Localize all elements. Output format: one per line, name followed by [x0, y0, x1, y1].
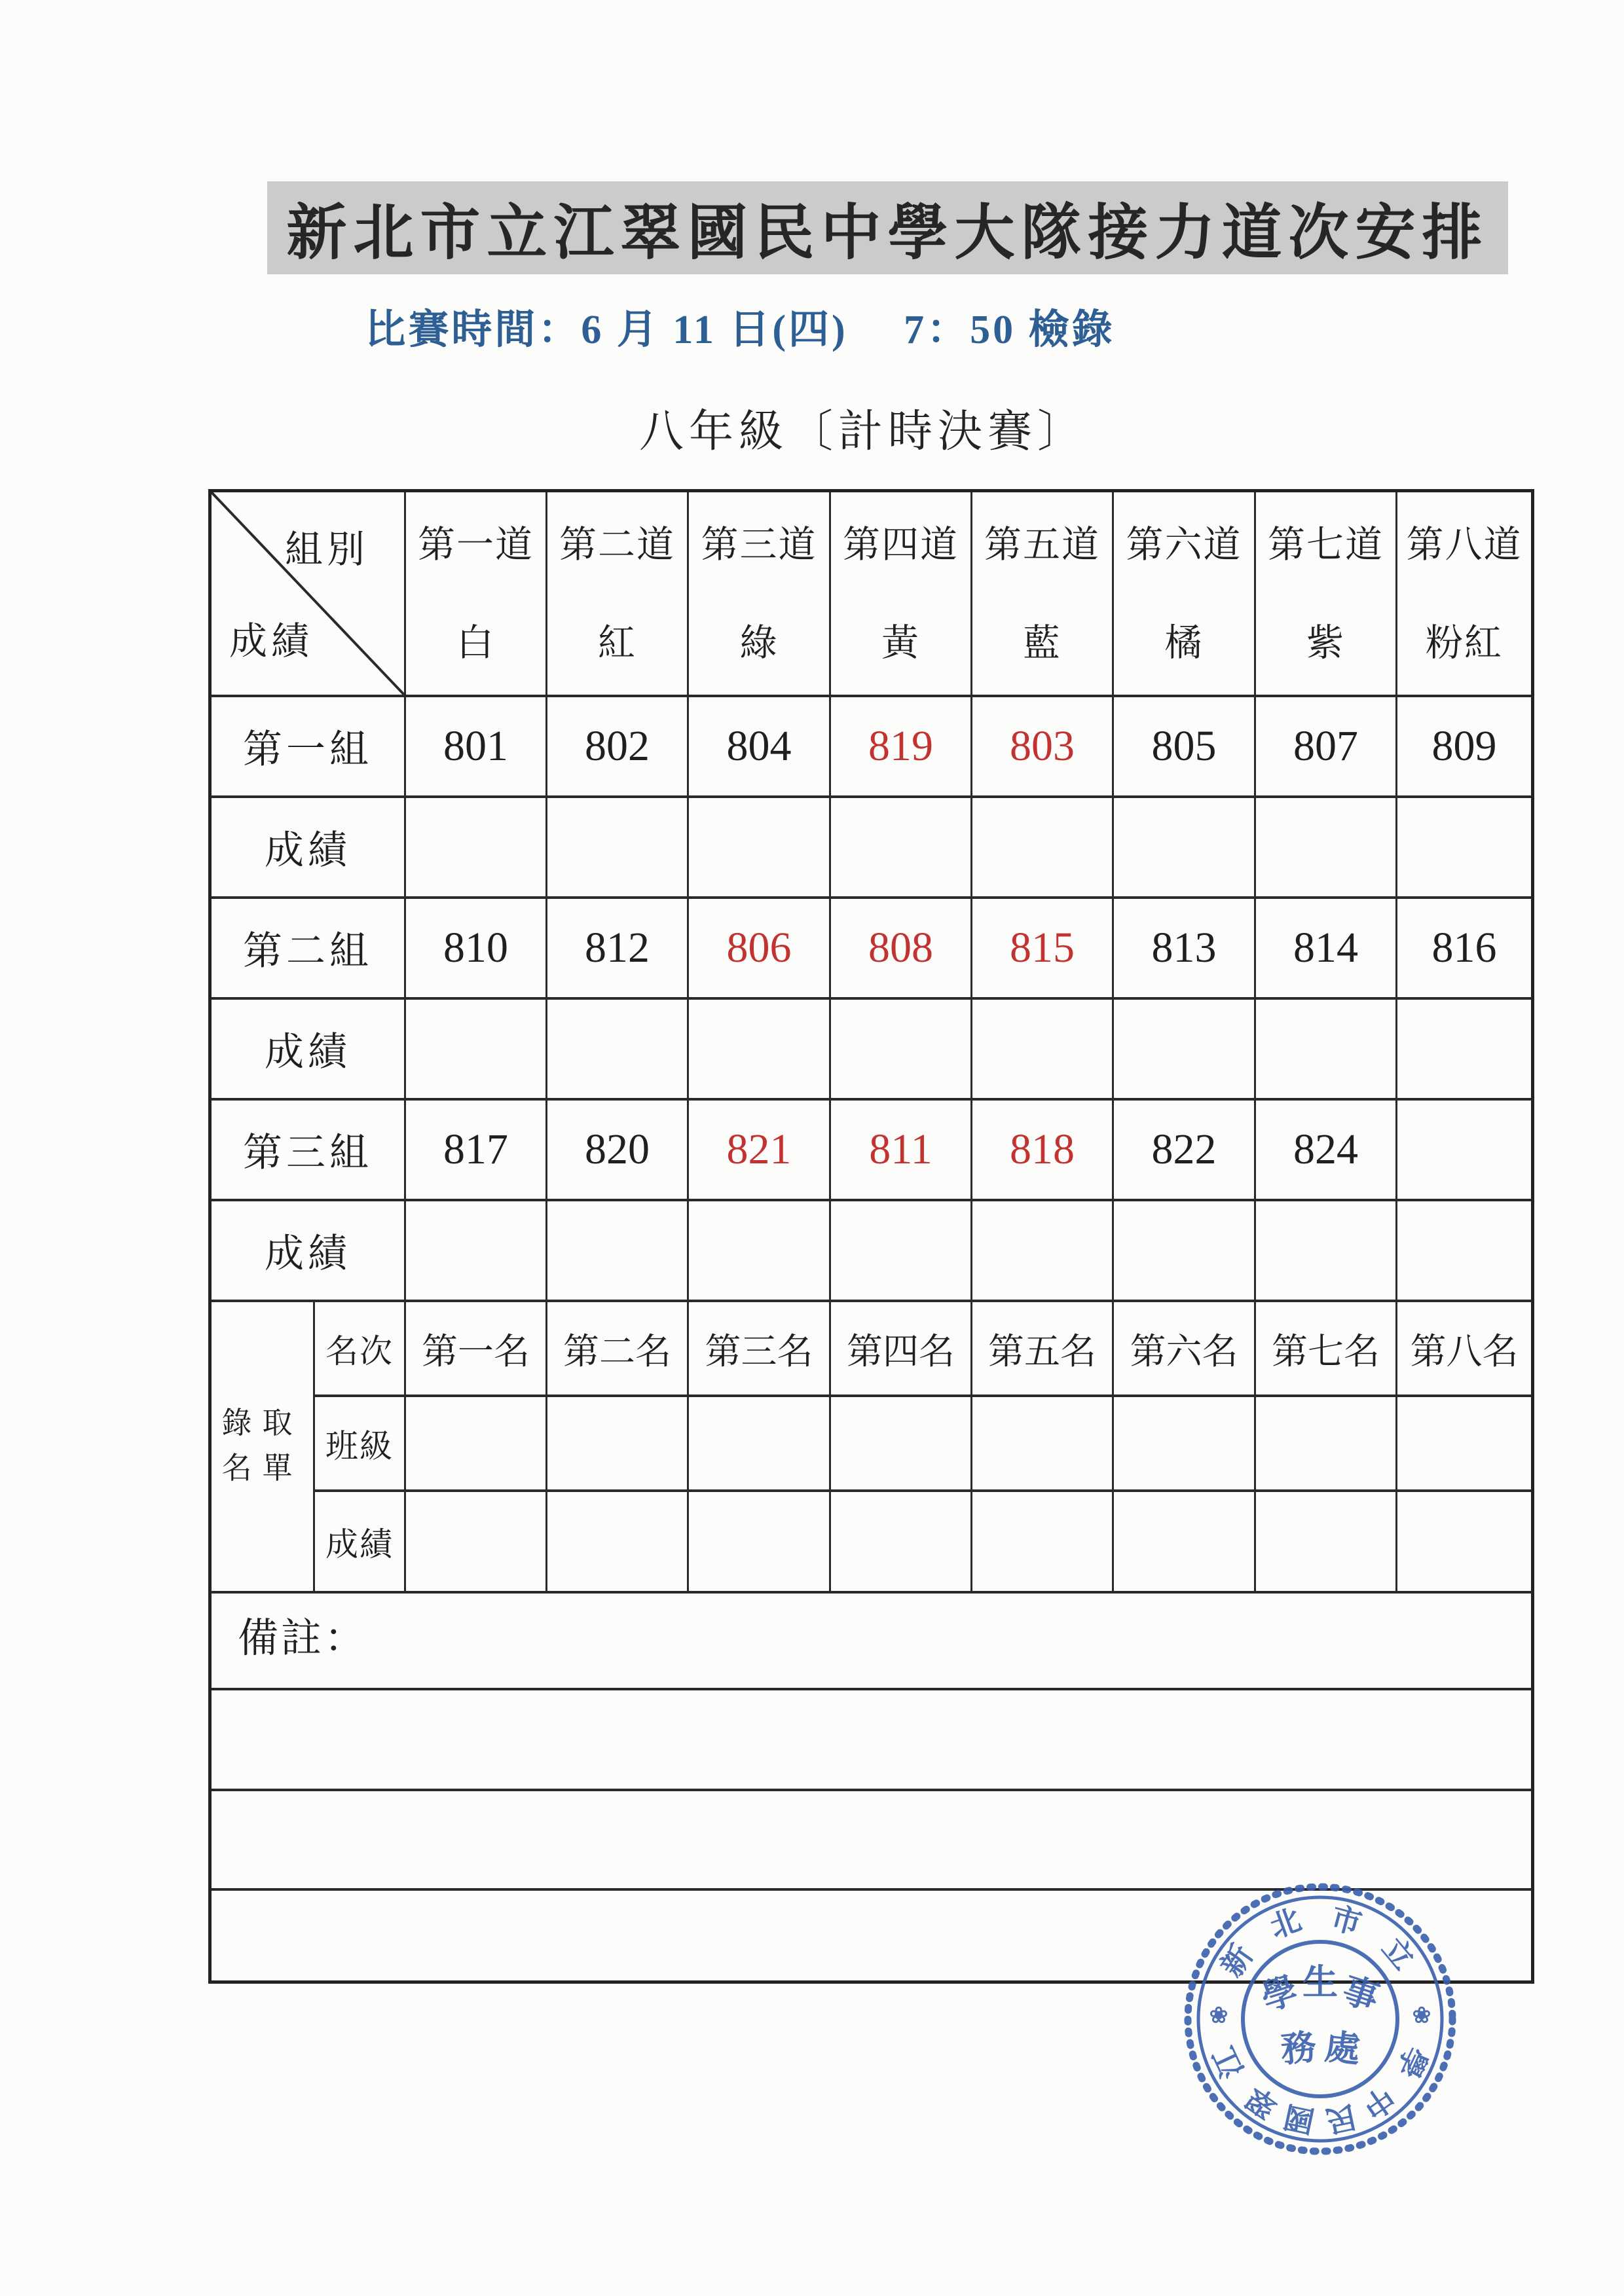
lane-header-4: 第四道: [843, 524, 959, 566]
match-time-subtitle: 比賽時間：6 月 11 日(四) 7：50 檢錄: [365, 307, 1115, 352]
class-number-red: 821: [726, 1125, 792, 1173]
stamp-ring-char: 民: [1323, 2099, 1359, 2138]
lane-header-6: 第六道: [1126, 524, 1242, 566]
stamp-inner-char: 學: [1257, 1970, 1302, 2018]
class-number: 824: [1293, 1125, 1358, 1173]
stamp-ring-char: 翠: [1240, 2079, 1284, 2125]
class-row-label: 班級: [325, 1427, 394, 1465]
class-number-red: 808: [868, 924, 933, 972]
class-number: [1397, 1101, 1531, 1199]
rank-header-4: 第四名: [846, 1332, 955, 1372]
lane-color-3: 綠: [739, 623, 779, 664]
stamp-flower-icon: ❀: [1412, 2003, 1431, 2028]
lane-header-2: 第二道: [559, 524, 675, 566]
remarks-label: 備註：: [238, 1616, 368, 1661]
grid-hline-g3: [212, 1199, 1531, 1201]
grid-hline-g2: [212, 997, 1531, 1000]
lane-color-2: 紅: [598, 623, 637, 664]
class-number: 805: [1151, 722, 1217, 770]
lane-header-8: 第八道: [1406, 524, 1522, 566]
lane-color-7: 紫: [1306, 623, 1345, 664]
group1-label: 第一組: [243, 728, 373, 771]
group3-score-label: 成績: [265, 1232, 351, 1275]
grid-hline-ranking-end: [212, 1591, 1531, 1594]
grade-section-title: 八年級〔計時決賽〕: [638, 406, 1087, 456]
stamp-inner-char: 生: [1302, 1963, 1338, 2002]
class-number-red: 818: [1010, 1125, 1075, 1173]
stamp-flower-icon: ❀: [1209, 2003, 1228, 2028]
school-office-stamp: [1176, 1875, 1464, 2163]
class-number: 804: [726, 722, 792, 770]
rank-header-2: 第二名: [563, 1332, 671, 1372]
lane-header-3: 第三道: [701, 524, 817, 566]
class-number: 822: [1151, 1125, 1217, 1173]
class-number-red: 815: [1010, 924, 1075, 972]
stamp-inner-char: 處: [1323, 2027, 1362, 2070]
stamp-ring-char: 學: [1390, 2041, 1433, 2083]
lane-header-1: 第一道: [418, 524, 534, 566]
grid-hline-rank: [313, 1394, 1531, 1397]
class-number: 812: [585, 924, 650, 972]
lane-color-4: 黃: [881, 623, 920, 664]
rank-header-1: 第一名: [421, 1332, 530, 1372]
lane-assignment-table: [208, 489, 1534, 1984]
class-number: 802: [585, 722, 650, 770]
stamp-inner-char: 事: [1338, 1970, 1384, 2018]
lane-color-1: 白: [456, 623, 495, 664]
stamp-ring-char: 北: [1265, 1903, 1306, 1944]
rank-row-label: 名次: [325, 1332, 394, 1370]
lane-color-6: 橘: [1164, 623, 1204, 664]
document-title: 新北市立江翠國民中學大隊接力道次安排: [267, 181, 1508, 274]
group2-label: 第二組: [243, 930, 373, 973]
class-number: 820: [585, 1125, 650, 1173]
corner-label-group: 組別: [285, 528, 369, 571]
stamp-outer-ring: [1198, 1897, 1442, 2141]
stamp-ring-char: 立: [1375, 1931, 1421, 1977]
lane-color-5: 藍: [1023, 623, 1061, 664]
stamp-ring-char: 中: [1356, 2079, 1401, 2125]
group3-label: 第三組: [243, 1131, 373, 1175]
grid-hline-remarks-1: [212, 1688, 1531, 1690]
stamp-ring-char: 新: [1214, 1939, 1260, 1983]
corner-label-score: 成績: [229, 620, 314, 663]
score-row-label: 成績: [325, 1525, 394, 1563]
grid-hline-remarks-2: [212, 1789, 1531, 1791]
class-number-red: 819: [868, 722, 933, 770]
rank-header-6: 第六名: [1130, 1332, 1238, 1372]
class-number: 809: [1431, 722, 1497, 770]
stamp-inner-char: 務: [1279, 2027, 1318, 2070]
group1-score-label: 成績: [265, 829, 351, 872]
rank-header-5: 第五名: [987, 1332, 1096, 1372]
class-number: 810: [443, 924, 508, 972]
rank-header-7: 第七名: [1271, 1332, 1380, 1372]
group2-score-label: 成績: [265, 1030, 351, 1074]
grid-hline-class: [313, 1489, 1531, 1492]
lane-header-7: 第七道: [1268, 524, 1384, 566]
class-number: 813: [1151, 924, 1217, 972]
lane-header-5: 第五道: [984, 524, 1100, 566]
class-number-red: 803: [1010, 722, 1075, 770]
admission-list-label-line2: 名單: [221, 1451, 303, 1485]
class-number-red: 806: [726, 924, 792, 972]
admission-list-label: [212, 1302, 313, 1588]
stamp-ring-char: 江: [1207, 2041, 1250, 2083]
class-number: 814: [1293, 924, 1358, 972]
class-number-red: 811: [869, 1125, 932, 1173]
rank-header-8: 第八名: [1410, 1332, 1519, 1372]
class-number: 816: [1431, 924, 1497, 972]
class-number: 807: [1293, 722, 1358, 770]
class-number: 817: [443, 1125, 508, 1173]
stamp-ring-char: 國: [1281, 2099, 1318, 2138]
stamp-ring-char: 市: [1327, 1901, 1365, 1941]
admission-list-label-line1: 錄取: [221, 1406, 303, 1440]
class-number: 801: [443, 722, 508, 770]
lane-color-8: 粉紅: [1426, 623, 1503, 664]
rank-header-3: 第三名: [705, 1332, 813, 1372]
grid-hline-g1: [212, 795, 1531, 798]
